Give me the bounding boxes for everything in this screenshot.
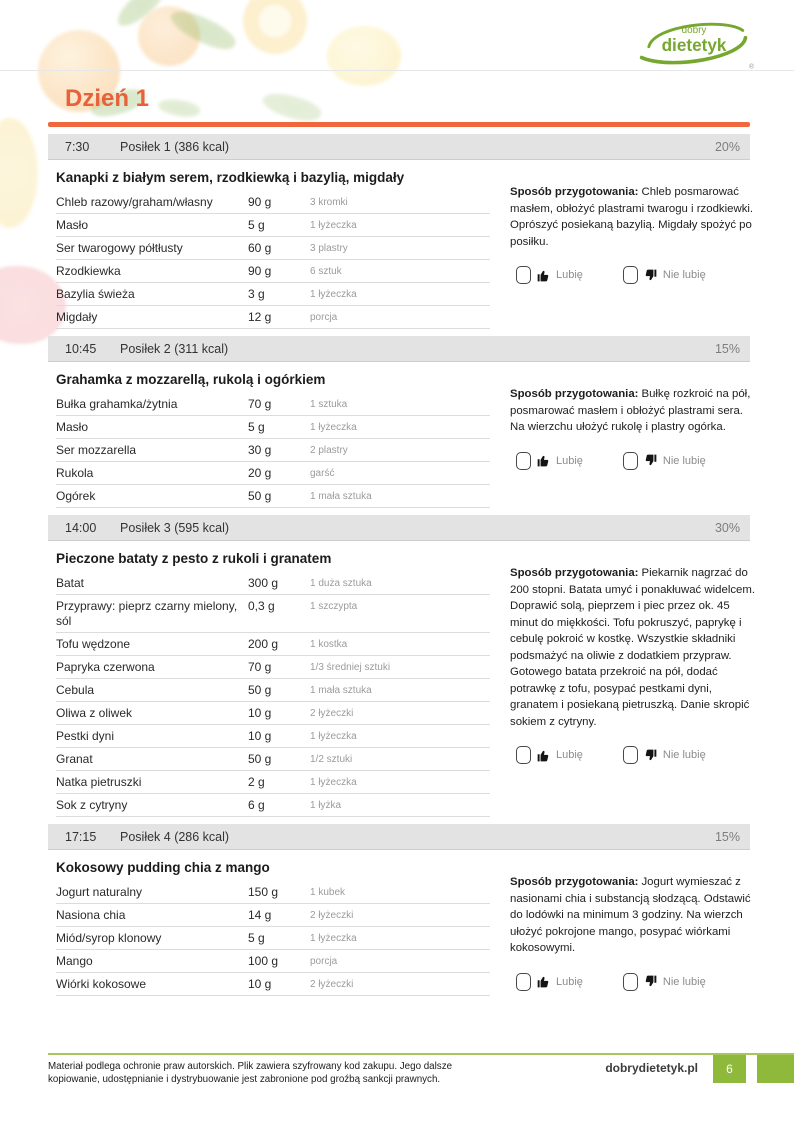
ingredient-amount: 10 g	[248, 706, 272, 720]
ingredient-name: Pestki dyni	[56, 729, 115, 743]
dish-title: Grahamka z mozzarellą, rukolą i ogórkiem	[56, 372, 326, 387]
ingredient-amount: 90 g	[248, 195, 272, 209]
ingredient-measure: 1 szczypta	[310, 601, 358, 612]
preparation-column	[510, 160, 757, 329]
ingredient-name: Granat	[56, 752, 93, 766]
preparation-body: Bułkę rozkroić na pół, posmarować masłem i obłożyć plastrami sera. Na wierzchu ułożyć rukolę i plastry ogórka.	[510, 388, 751, 434]
ingredient-name: Jogurt naturalny	[56, 885, 143, 899]
ingredient-measure: 1 łyżeczka	[310, 731, 357, 742]
ingredient-measure: 6 sztuk	[310, 266, 342, 277]
ingredient-measure: 1 duża sztuka	[310, 578, 372, 589]
thumb-up-icon	[537, 269, 550, 282]
like-label: Lubię	[556, 454, 583, 467]
ingredient-measure: 1 sztuka	[310, 399, 348, 410]
ingredient-amount: 14 g	[248, 908, 272, 922]
ingredient-measure: 1 kostka	[310, 639, 348, 650]
ingredient-row	[56, 595, 490, 633]
ingredient-name: Sok z cytryny	[56, 798, 128, 812]
ingredient-name: Masło	[56, 420, 89, 434]
ingredient-name: Tofu wędzone	[56, 637, 131, 651]
like-checkbox[interactable]	[516, 452, 531, 470]
ingredient-measure: 2 plastry	[310, 445, 348, 456]
meal-header-bar	[48, 134, 750, 160]
ingredient-amount: 0,3 g	[248, 599, 275, 613]
meal-time: 7:30	[65, 139, 90, 154]
ingredients-table	[56, 881, 490, 996]
ingredient-row	[56, 393, 490, 416]
dislike-checkbox[interactable]	[623, 266, 638, 284]
ingredients-column	[48, 541, 490, 817]
page-number-badge: 6	[713, 1055, 746, 1083]
like-option[interactable]	[516, 746, 583, 764]
preparation-label: Sposób przygotowania:	[510, 567, 639, 579]
ingredient-row	[56, 633, 490, 656]
ingredients-column	[48, 160, 490, 329]
ingredient-row	[56, 679, 490, 702]
ingredient-amount: 50 g	[248, 752, 272, 766]
ingredient-measure: 3 kromki	[310, 197, 348, 208]
ingredient-name: Bazylia świeża	[56, 287, 135, 301]
footer-divider	[48, 1053, 794, 1055]
ingredient-row	[56, 973, 490, 996]
thumb-down-icon	[644, 749, 657, 762]
preparation-label: Sposób przygotowania:	[510, 388, 639, 400]
ingredient-row	[56, 771, 490, 794]
footer-green-tab	[757, 1055, 794, 1083]
ingredient-name: Rzodkiewka	[56, 264, 121, 278]
dislike-option[interactable]	[623, 266, 706, 284]
ingredient-amount: 70 g	[248, 397, 272, 411]
like-checkbox[interactable]	[516, 266, 531, 284]
ingredient-amount: 200 g	[248, 637, 279, 651]
like-checkbox[interactable]	[516, 746, 531, 764]
feedback-row	[510, 746, 757, 764]
meal-section	[0, 336, 794, 508]
website-link[interactable]: dobrydietetyk.pl	[605, 1061, 698, 1075]
ingredient-amount: 2 g	[248, 775, 265, 789]
meal-time: 17:15	[65, 829, 97, 844]
dislike-checkbox[interactable]	[623, 746, 638, 764]
ingredient-measure: porcja	[310, 956, 338, 967]
like-label: Lubię	[556, 749, 583, 762]
accent-rule	[48, 122, 750, 127]
ingredient-row	[56, 260, 490, 283]
ingredient-measure: 2 łyżeczki	[310, 708, 354, 719]
thumb-down-icon	[644, 269, 657, 282]
ingredients-table	[56, 191, 490, 329]
meal-title: Posiłek 4 (286 kcal)	[120, 829, 230, 844]
meal-section	[0, 515, 794, 817]
preparation-body: Chleb posmarować masłem, obłożyć plastrami twarogu i rzodkiewki. Oprószyć posiekaną bazylią. Migdały spożyć po posiłku.	[510, 186, 754, 248]
ingredient-amount: 12 g	[248, 310, 272, 324]
ingredient-measure: porcja	[310, 312, 338, 323]
ingredients-column	[48, 850, 490, 996]
ingredient-name: Nasiona chia	[56, 908, 126, 922]
registered-mark: ®	[749, 63, 754, 71]
ingredient-measure: 1 łyżeczka	[310, 422, 357, 433]
ingredient-name: Cebula	[56, 683, 95, 697]
meal-percent-badge: 15%	[714, 829, 740, 844]
feedback-row	[510, 266, 757, 284]
ingredient-amount: 70 g	[248, 660, 272, 674]
ingredient-amount: 5 g	[248, 931, 265, 945]
ingredient-name: Ser twarogowy półtłusty	[56, 241, 183, 255]
ingredients-column	[48, 362, 490, 508]
ingredient-row	[56, 725, 490, 748]
thumb-up-icon	[537, 975, 550, 988]
meal-title: Posiłek 3 (595 kcal)	[120, 520, 230, 535]
ingredient-name: Natka pietruszki	[56, 775, 142, 789]
meal-title: Posiłek 1 (386 kcal)	[120, 139, 230, 154]
ingredient-amount: 6 g	[248, 798, 265, 812]
dislike-option[interactable]	[623, 746, 706, 764]
ingredient-name: Papryka czerwona	[56, 660, 155, 674]
ingredient-row	[56, 927, 490, 950]
ingredient-amount: 60 g	[248, 241, 272, 255]
page-title: Dzień 1	[65, 85, 150, 112]
ingredient-measure: 1 łyżeczka	[310, 289, 357, 300]
preparation-text	[510, 565, 757, 730]
preparation-body: Jogurt wymieszać z nasionami chia i substancją słodzącą. Odstawić do lodówki na minimum 3 godziny. Na wierzch ułożyć pokrojone mango, posypać wiórkami kokosowymi.	[510, 876, 751, 955]
ingredient-row	[56, 748, 490, 771]
ingredient-row	[56, 462, 490, 485]
ingredient-row	[56, 191, 490, 214]
meal-body	[48, 850, 757, 996]
preparation-label: Sposób przygotowania:	[510, 186, 639, 198]
ingredient-name: Mango	[56, 954, 93, 968]
ingredient-name: Batat	[56, 576, 85, 590]
ingredient-row	[56, 794, 490, 817]
ingredient-measure: 3 plastry	[310, 243, 348, 254]
ingredient-name: Oliwa z oliwek	[56, 706, 133, 720]
ingredient-amount: 300 g	[248, 576, 279, 590]
dislike-label: Nie lubię	[662, 269, 706, 282]
dish-title: Pieczone bataty z pesto z rukoli i granatem	[56, 551, 332, 566]
ingredient-measure: 1 łyżeczka	[310, 220, 357, 231]
ingredient-amount: 150 g	[248, 885, 279, 899]
ingredient-row	[56, 416, 490, 439]
ingredients-table	[56, 393, 490, 508]
meal-header-bar	[48, 515, 750, 541]
dislike-checkbox[interactable]	[623, 452, 638, 470]
ingredient-amount: 50 g	[248, 683, 272, 697]
copyright-notice: Materiał podlega ochronie praw autorskich. Plik zawiera szyfrowany kod zakupu. Jego dalsze kopiowanie, udostępnianie i dystrybuowanie jest zabronione pod groźbą sankcji prawnych.	[48, 1061, 453, 1086]
ingredient-amount: 5 g	[248, 420, 265, 434]
ingredient-row	[56, 702, 490, 725]
ingredient-row	[56, 283, 490, 306]
meal-body	[48, 541, 757, 817]
ingredient-amount: 3 g	[248, 287, 265, 301]
dislike-option[interactable]	[623, 973, 706, 991]
dislike-label: Nie lubię	[662, 454, 706, 467]
meal-time: 14:00	[65, 520, 97, 535]
meal-body	[48, 362, 757, 508]
dish-title: Kanapki z białym serem, rzodkiewką i bazylią, migdały	[56, 170, 405, 185]
like-checkbox[interactable]	[516, 973, 531, 991]
ingredient-measure: 1 łyżka	[310, 800, 342, 811]
ingredient-amount: 5 g	[248, 218, 265, 232]
dislike-label: Nie lubię	[662, 975, 706, 988]
like-option[interactable]	[516, 973, 583, 991]
meal-percent-badge: 30%	[714, 520, 740, 535]
ingredient-amount: 100 g	[248, 954, 279, 968]
meal-percent-badge: 20%	[714, 139, 740, 154]
thumb-up-icon	[537, 454, 550, 467]
meal-body	[48, 160, 757, 329]
preparation-text	[510, 874, 757, 957]
ingredient-measure: 1 mała sztuka	[310, 685, 372, 696]
feedback-row	[510, 452, 757, 470]
ingredient-row	[56, 214, 490, 237]
preparation-column	[510, 850, 757, 996]
preparation-column	[510, 362, 757, 508]
preparation-column	[510, 541, 757, 817]
ingredient-measure: 1 kubek	[310, 887, 346, 898]
ingredient-amount: 20 g	[248, 466, 272, 480]
ingredients-table	[56, 572, 490, 817]
thumb-down-icon	[644, 975, 657, 988]
ingredient-name: Przyprawy: pieprz czarny mielony, sól	[56, 599, 238, 628]
meals-container	[0, 134, 794, 996]
meal-time: 10:45	[65, 341, 97, 356]
ingredient-name: Wiórki kokosowe	[56, 977, 147, 991]
ingredient-measure: 2 łyżeczki	[310, 910, 354, 921]
preparation-body: Piekarnik nagrzać do 200 stopni. Batata umyć i ponakłuwać widelcem. Doprawić solą, pieprzem i piec przez ok. 45 minut do miękkości. Tofu pokruszyć, paprykę i cebulę pokroić w kostkę. Wszystkie składniki podsmażyć na oliwie z dodatkiem przypraw. Gotowego batata przekroić na pół, dodać potrawkę z tofu, posypać pestkami dyni, granatem i posiekaną pietruszką. Danie skropić sokiem z cytryny.	[510, 567, 756, 728]
ingredient-name: Rukola	[56, 466, 94, 480]
like-label: Lubię	[556, 975, 583, 988]
like-option[interactable]	[516, 266, 583, 284]
ingredient-measure: garść	[310, 468, 335, 479]
ingredient-row	[56, 572, 490, 595]
preparation-label: Sposób przygotowania:	[510, 876, 639, 888]
ingredient-amount: 90 g	[248, 264, 272, 278]
dislike-option[interactable]	[623, 452, 706, 470]
meal-percent-badge: 15%	[714, 341, 740, 356]
ingredient-name: Ogórek	[56, 489, 96, 503]
ingredient-row	[56, 439, 490, 462]
like-option[interactable]	[516, 452, 583, 470]
ingredient-amount: 10 g	[248, 977, 272, 991]
ingredient-name: Ser mozzarella	[56, 443, 137, 457]
dislike-label: Nie lubię	[662, 749, 706, 762]
logo-text-top: dobry	[681, 25, 707, 37]
ingredient-row	[56, 656, 490, 679]
preparation-text	[510, 386, 757, 436]
meal-header-bar	[48, 336, 750, 362]
ingredient-row	[56, 485, 490, 508]
logo-graphic	[630, 16, 758, 72]
feedback-row	[510, 973, 757, 991]
logo-text-bottom: dietetyk	[661, 35, 727, 56]
ingredient-measure: 1 łyżeczka	[310, 777, 357, 788]
meal-title: Posiłek 2 (311 kcal)	[120, 341, 229, 356]
like-label: Lubię	[556, 269, 583, 282]
ingredient-row	[56, 904, 490, 927]
ingredient-name: Masło	[56, 218, 89, 232]
ingredient-row	[56, 237, 490, 260]
ingredient-name: Bułka grahamka/żytnia	[56, 397, 178, 411]
dish-title: Kokosowy pudding chia z mango	[56, 860, 270, 875]
thumb-up-icon	[537, 749, 550, 762]
ingredient-row	[56, 306, 490, 329]
ingredient-measure: 1/2 sztuki	[310, 754, 353, 765]
ingredient-name: Miód/syrop klonowy	[56, 931, 162, 945]
meal-header-bar	[48, 824, 750, 850]
meal-section	[0, 134, 794, 329]
ingredient-measure: 2 łyżeczki	[310, 979, 354, 990]
thumb-down-icon	[644, 454, 657, 467]
meal-section	[0, 824, 794, 996]
ingredient-name: Migdały	[56, 310, 98, 324]
ingredient-measure: 1 mała sztuka	[310, 491, 372, 502]
ingredient-row	[56, 950, 490, 973]
ingredient-measure: 1 łyżeczka	[310, 933, 357, 944]
ingredient-amount: 50 g	[248, 489, 272, 503]
ingredient-measure: 1/3 średniej sztuki	[310, 662, 391, 673]
dobry-dietetyk-logo	[630, 16, 758, 72]
dislike-checkbox[interactable]	[623, 973, 638, 991]
ingredient-name: Chleb razowy/graham/własny	[56, 195, 213, 209]
ingredient-amount: 30 g	[248, 443, 272, 457]
preparation-text	[510, 184, 757, 250]
ingredient-amount: 10 g	[248, 729, 272, 743]
ingredient-row	[56, 881, 490, 904]
